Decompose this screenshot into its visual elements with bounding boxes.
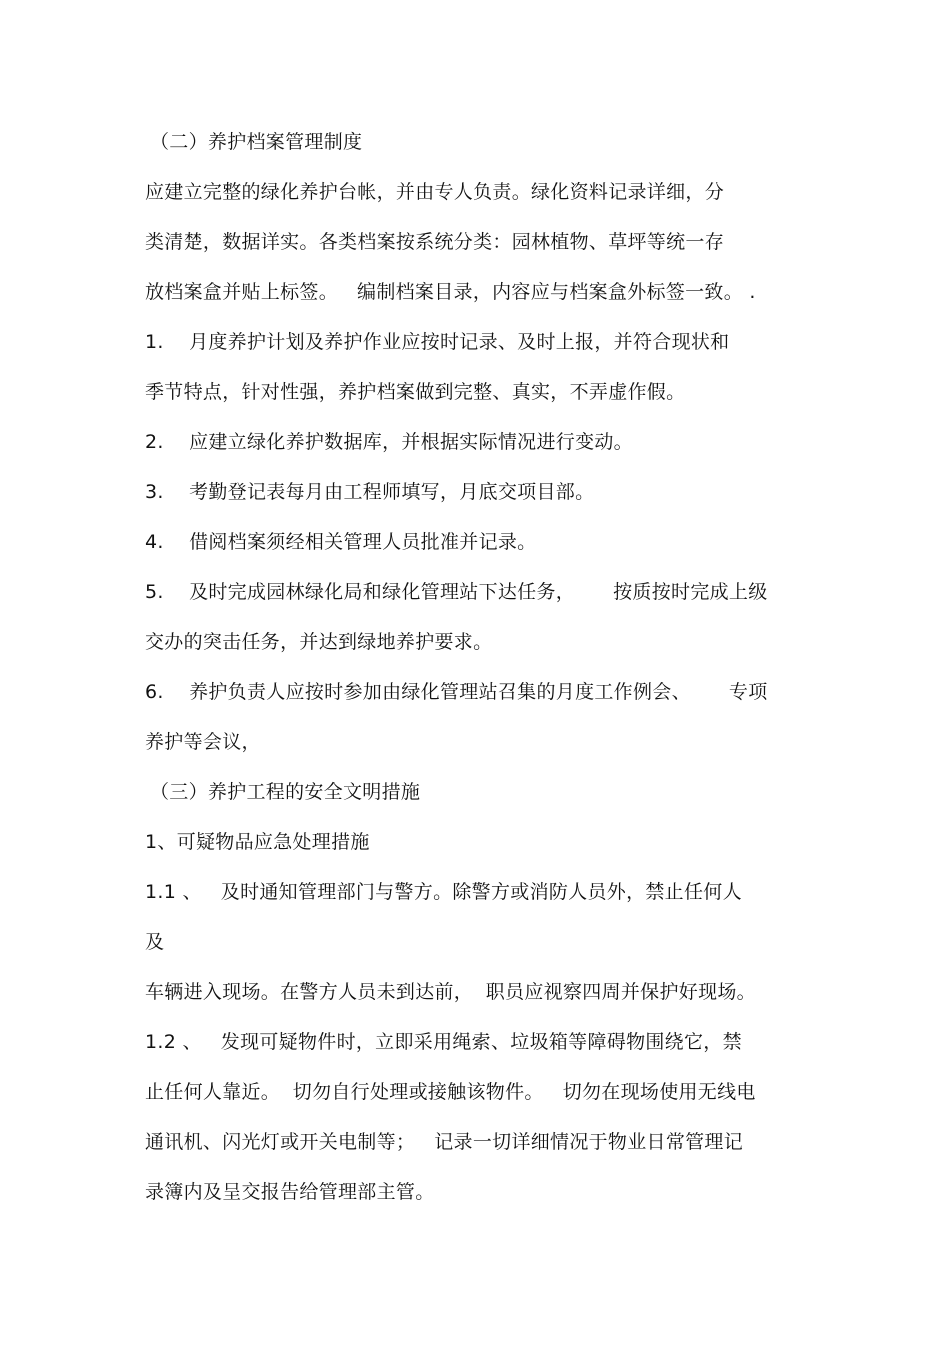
list-item-1-2-continued: 录簿内及呈交报告给管理部主管。 (145, 1181, 435, 1203)
list-item-1-2-continued: 通讯机、闪光灯或开关电制等； 记录一切详细情况于物业日常管理记 (145, 1131, 744, 1153)
list-item-1-1: 1.1 、 及时通知管理部门与警方。除警方或消防人员外，禁止任何人 (145, 881, 742, 903)
subsection-heading-suspicious-items: 1、可疑物品应急处理措施 (145, 831, 370, 853)
list-item-4: 4. 借阅档案须经相关管理人员批准并记录。 (145, 531, 537, 553)
list-item-1-1-continued: 车辆进入现场。在警方人员未到达前， 职员应视察四周并保护好现场。 (145, 981, 756, 1003)
list-item-1-2: 1.2 、 发现可疑物件时，立即采用绳索、垃圾箱等障碍物围绕它，禁 (145, 1031, 742, 1053)
list-item-1-continued: 季节特点，针对性强，养护档案做到完整、真实，不弄虚作假。 (145, 381, 686, 403)
list-item-3: 3. 考勤登记表每月由工程师填写，月底交项目部。 (145, 481, 595, 503)
paragraph-line: 类清楚，数据详实。各类档案按系统分类：园林植物、草坪等统一存 (145, 231, 725, 253)
paragraph-line: 应建立完整的绿化养护台帐，并由专人负责。绿化资料记录详细，分 (145, 181, 725, 203)
list-item-5: 5. 及时完成园林绿化局和绿化管理站下达任务， 按质按时完成上级 (145, 581, 768, 603)
list-item-1-2-continued: 止任何人靠近。 切勿自行处理或接触该物件。 切勿在现场使用无线电 (145, 1081, 756, 1103)
list-item-6-continued: 养护等会议， (145, 731, 261, 753)
list-item-2: 2. 应建立绿化养护数据库，并根据实际情况进行变动。 (145, 431, 633, 453)
list-item-5-continued: 交办的突击任务，并达到绿地养护要求。 (145, 631, 493, 653)
paragraph-line: 放档案盒并贴上标签。 编制档案目录，内容应与档案盒外标签一致。 . (145, 281, 756, 303)
section-heading-safety-measures: （三）养护工程的安全文明措施 (150, 781, 421, 803)
section-heading-archive-management: （二）养护档案管理制度 (150, 131, 363, 153)
list-item-1: 1. 月度养护计划及养护作业应按时记录、及时上报，并符合现状和 (145, 331, 730, 353)
list-item-6: 6. 养护负责人应按时参加由绿化管理站召集的月度工作例会、 专项 (145, 681, 768, 703)
list-item-1-1-continued: 及 (145, 931, 165, 953)
